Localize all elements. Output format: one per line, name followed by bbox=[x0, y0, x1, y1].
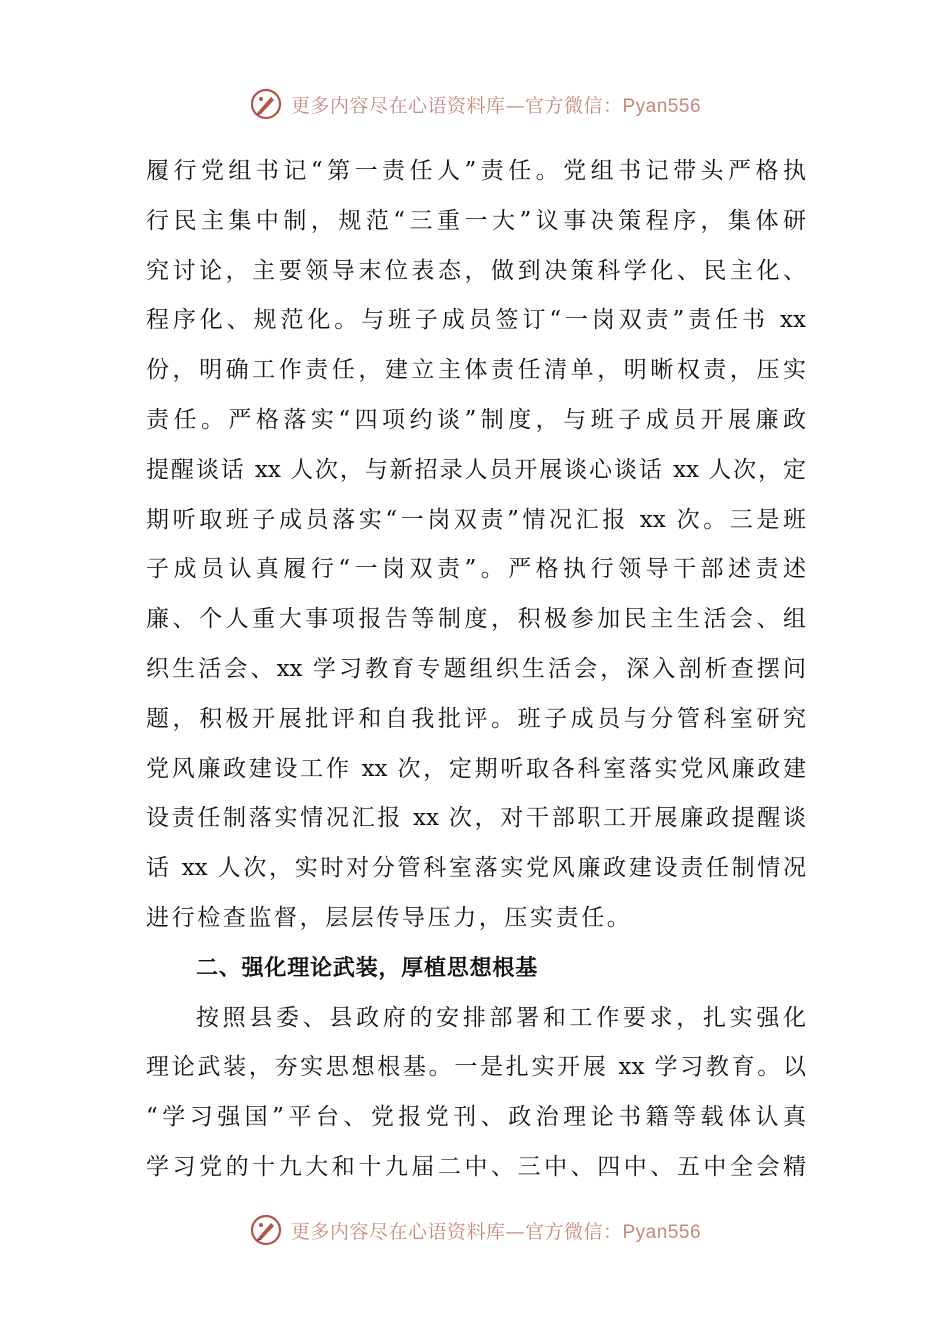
body-line: 行民主集中制，规范“三重一大”议事决策程序，集体研 bbox=[146, 207, 806, 234]
body-line: 织生活会、xx 学习教育专题组织生活会，深入剖析查摆问 bbox=[146, 655, 806, 682]
body-line: 份，明确工作责任，建立主体责任清单，明晰权责，压实 bbox=[146, 357, 806, 384]
section-heading: 二、强化理论武装，厚植思想根基 bbox=[196, 955, 539, 981]
section-line: 理论武装，夯实思想根基。一是扎实开展 xx 学习教育。以 bbox=[146, 1054, 806, 1081]
body-line: 党风廉政建设工作 xx 次，定期听取各科室落实党风廉政建 bbox=[146, 755, 806, 782]
header-watermark bbox=[0, 84, 950, 124]
document-body bbox=[146, 147, 806, 1193]
section-line: 学习党的十九大和十九届二中、三中、四中、五中全会精 bbox=[146, 1153, 806, 1180]
body-line: 责任。严格落实“四项约谈”制度，与班子成员开展廉政 bbox=[146, 406, 806, 433]
pen-circle-logo-icon bbox=[249, 1213, 283, 1247]
body-line: 进行检查监督，层层传导压力，压实责任。 bbox=[146, 904, 633, 931]
body-line: 提醒谈话 xx 人次，与新招录人员开展谈心谈话 xx 人次，定 bbox=[146, 456, 806, 483]
pen-circle-logo-icon bbox=[249, 87, 283, 121]
body-line: 题，积极开展批评和自我批评。班子成员与分管科室研究 bbox=[146, 705, 806, 732]
footer-watermark bbox=[0, 1210, 950, 1250]
body-line: 话 xx 人次，实时对分管科室落实党风廉政建设责任制情况 bbox=[146, 855, 806, 882]
body-line: 程序化、规范化。与班子成员签订“一岗双责”责任书 xx bbox=[146, 307, 806, 334]
section-line: “学习强国”平台、党报党刊、政治理论书籍等载体认真 bbox=[146, 1104, 806, 1131]
body-line: 子成员认真履行“一岗双责”。严格执行领导干部述责述 bbox=[146, 556, 806, 583]
body-line: 究讨论，主要领导末位表态，做到决策科学化、民主化、 bbox=[146, 257, 806, 284]
body-line: 设责任制落实情况汇报 xx 次，对干部职工开展廉政提醒谈 bbox=[146, 805, 806, 832]
body-line: 期听取班子成员落实“一岗双责”情况汇报 xx 次。三是班 bbox=[146, 506, 806, 533]
watermark-text: 更多内容尽在心语资料库—官方微信：Pyan556 bbox=[290, 94, 702, 117]
section-line: 按照县委、县政府的安排部署和工作要求，扎实强化 bbox=[196, 1004, 806, 1031]
body-line: 廉、个人重大事项报告等制度，积极参加民主生活会、组 bbox=[146, 606, 806, 633]
watermark-text: 更多内容尽在心语资料库—官方微信：Pyan556 bbox=[290, 1220, 702, 1243]
body-line: 履行党组书记“第一责任人”责任。党组书记带头严格执 bbox=[146, 158, 806, 184]
